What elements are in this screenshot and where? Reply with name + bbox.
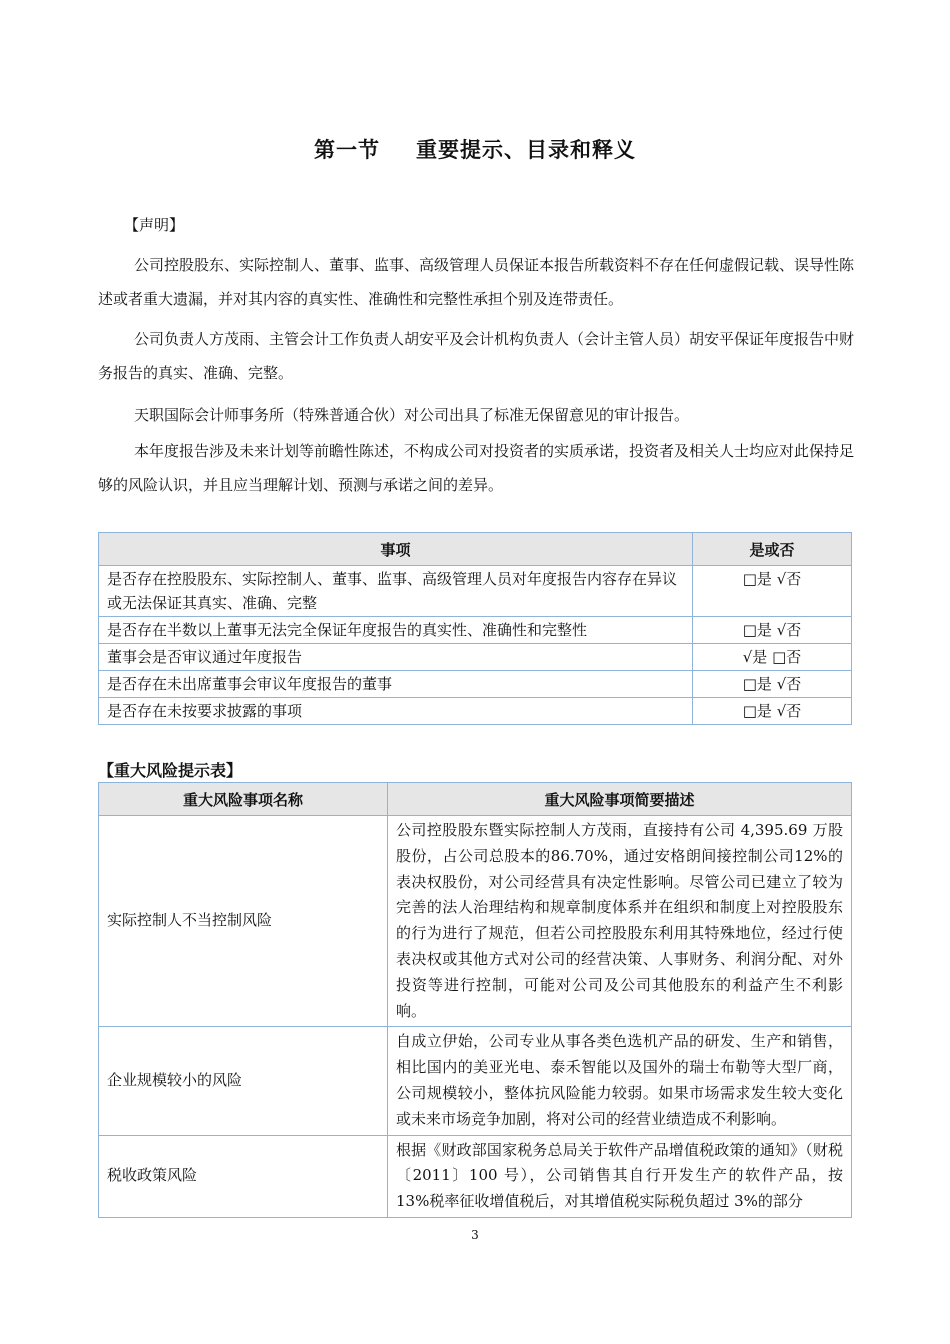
matters-item: 是否存在控股股东、实际控制人、董事、监事、高级管理人员对年度报告内容存在异议或无法保证其真实、准确、完整 (99, 566, 693, 617)
risk-row (99, 816, 852, 1027)
risk-desc: 公司控股股东暨实际控制人方茂雨，直接持有公司 4,395.69 万股股份，占公司总股本的86.70%，通过安格朗间接控制公司12%的表决权股份，对公司经营具有决定性影响。尽管公司已建立了较为完善的法人治理结构和规章制度体系并在组织和制度上对控股股东的行为进行了规范，但若公司控股股东利用其特殊地位，经过行使表决权或其他方式对公司的经营决策、人事财务、利润分配、对外投资等进行控制，可能对公司及公司其他股东的利益产生不利影响。 (388, 816, 852, 1027)
matters-answer: □是 √否 (693, 671, 852, 698)
matters-answer: □是 √否 (693, 617, 852, 644)
matters-table (98, 532, 852, 725)
paragraph-3: 天职国际会计师事务所（特殊普通合伙）对公司出具了标准无保留意见的审计报告。 (134, 406, 690, 424)
page-number: 3 (471, 1228, 479, 1242)
matters-row (99, 566, 852, 617)
paragraph-2: 公司负责人方茂雨、主管会计工作负责人胡安平及会计机构负责人（会计主管人员）胡安平保证年度报告中财务报告的真实、准确、完整。 (98, 330, 855, 382)
statement-label: 【声明】 (124, 216, 185, 234)
risk-row (99, 1027, 852, 1135)
risk-name: 企业规模较小的风险 (99, 1027, 388, 1135)
matters-header-item: 事项 (99, 533, 693, 566)
risk-desc: 根据《财政部国家税务总局关于软件产品增值税政策的通知》（财税〔2011〕100 号），公司销售其自行开发生产的软件产品，按 13%税率征收增值税后，对其增值税实际税负超过 3%的部分 (388, 1135, 852, 1217)
risk-header-name: 重大风险事项名称 (99, 783, 388, 816)
matters-answer: □是 √否 (693, 566, 852, 617)
risk-header-row (99, 783, 852, 816)
section-number: 第一节 (314, 138, 380, 162)
matters-header-row (99, 533, 852, 566)
matters-item: 董事会是否审议通过年度报告 (99, 644, 693, 671)
matters-item: 是否存在未按要求披露的事项 (99, 698, 693, 725)
risk-row (99, 1135, 852, 1217)
matters-header-answer: 是或否 (693, 533, 852, 566)
risk-desc: 自成立伊始，公司专业从事各类色选机产品的研发、生产和销售，相比国内的美亚光电、泰禾智能以及国外的瑞士布勒等大型厂商，公司规模较小，整体抗风险能力较弱。如果市场需求发生较大变化或未来市场竞争加剧，将对公司的经营业绩造成不利影响。 (388, 1027, 852, 1135)
matters-row (99, 617, 852, 644)
matters-row (99, 671, 852, 698)
matters-item: 是否存在半数以上董事无法完全保证年度报告的真实性、准确性和完整性 (99, 617, 693, 644)
matters-answer: □是 √否 (693, 698, 852, 725)
risk-header-desc: 重大风险事项简要描述 (388, 783, 852, 816)
matters-row (99, 698, 852, 725)
risk-section-title: 【重大风险提示表】 (98, 761, 243, 780)
matters-answer: √是 □否 (693, 644, 852, 671)
paragraph-1: 公司控股股东、实际控制人、董事、监事、高级管理人员保证本报告所载资料不存在任何虚假记载、误导性陈述或者重大遗漏，并对其内容的真实性、准确性和完整性承担个别及连带责任。 (98, 256, 855, 308)
matters-row (99, 644, 852, 671)
section-name: 重要提示、目录和释义 (416, 138, 636, 162)
risk-name: 实际控制人不当控制风险 (99, 816, 388, 1027)
risk-table (98, 782, 852, 1218)
matters-item: 是否存在未出席董事会审议年度报告的董事 (99, 671, 693, 698)
paragraph-4: 本年度报告涉及未来计划等前瞻性陈述，不构成公司对投资者的实质承诺，投资者及相关人士均应对此保持足够的风险认识，并且应当理解计划、预测与承诺之间的差异。 (98, 442, 855, 494)
risk-name: 税收政策风险 (99, 1135, 388, 1217)
section-title (0, 134, 950, 164)
